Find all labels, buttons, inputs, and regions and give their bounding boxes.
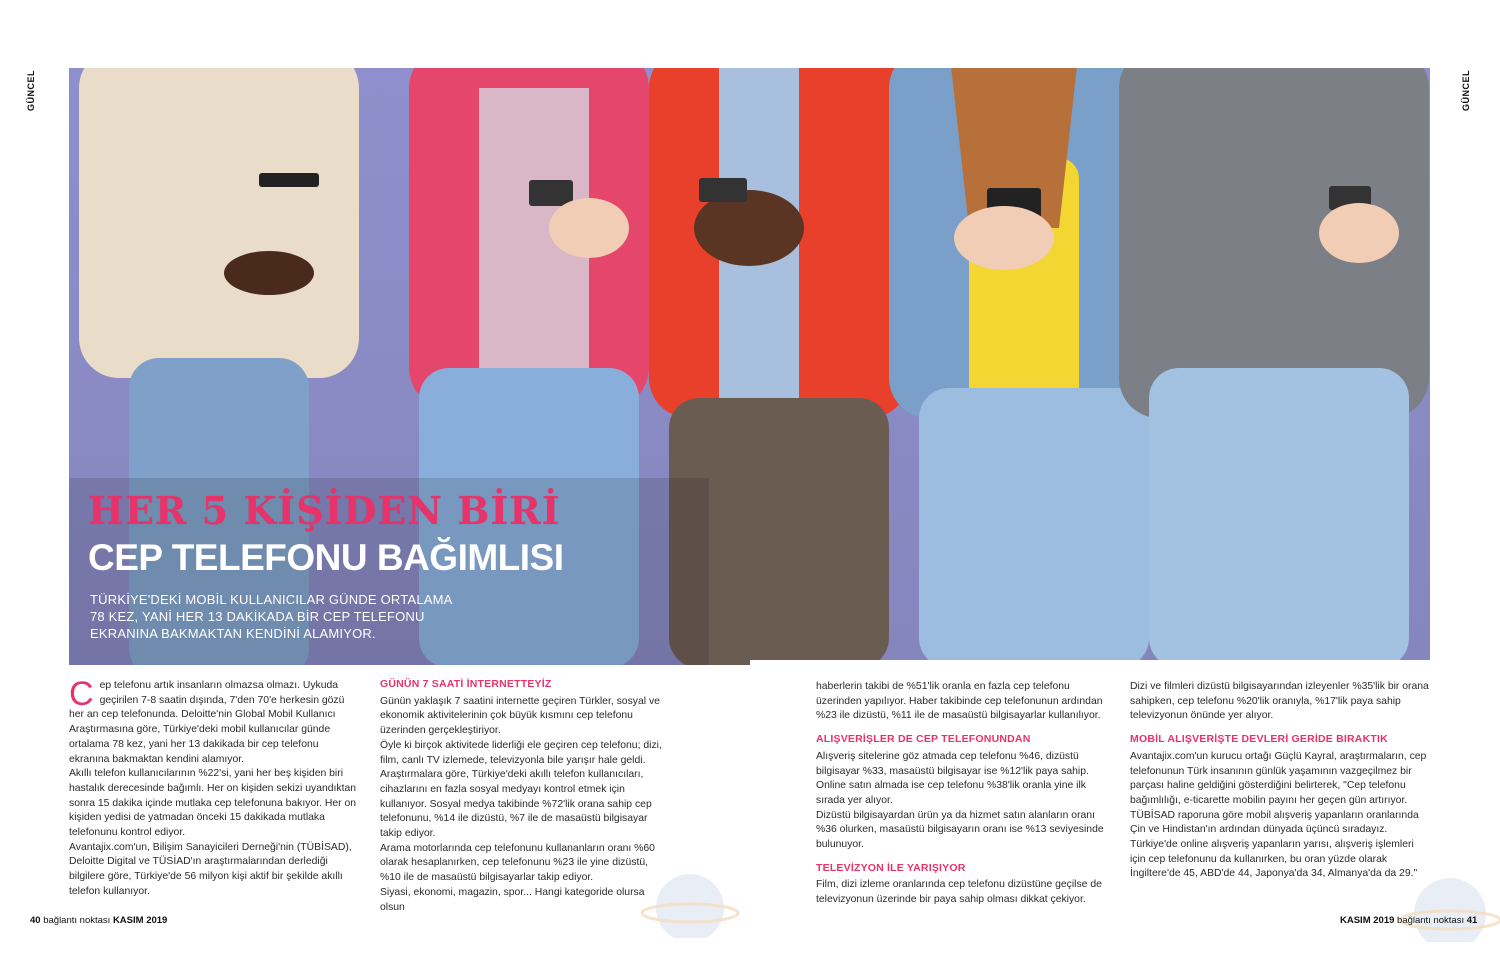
section-heading: GÜNÜN 7 SAATİ İNTERNETTEYİZ	[380, 678, 552, 690]
subheadline: CEP TELEFONU BAĞIMLISI	[88, 537, 564, 578]
footer-left	[30, 915, 167, 926]
section-heading: MOBİL ALIŞVERİŞTE DEVLERİ GERİDE BIRAKTIK	[1130, 733, 1388, 746]
planet-decoration-icon	[1395, 872, 1500, 942]
paragraph: Dizi ve filmleri dizüstü bilgisayarından izleyenler %35'lik bir orana sahipken, cep telefonu %20'lik oranıyla, %17'lik paya sahip televizyonun önünde yer alıyor.	[1130, 681, 1429, 722]
paragraph: ep telefonu artık insanların olmazsa olmazı. Uykuda geçirilen 7-8 saatin dışında, 7'den 70'e herkesin gözü her an cep telefonunda. Deloitte'nin Global Mobil Kullanıcı Araştırmasına göre, Türkiye'deki mobil kullanıcılar günde ortalama 78 kez, yani her 13 dakikada bir cep telefonu ekranına bakmaktan kendini alamıyor.	[69, 680, 345, 765]
photo-notch	[750, 660, 1430, 670]
footer-right	[1340, 915, 1477, 926]
paragraph: Arama motorlarında cep telefonunu kullananların oranı %60 olarak hesaplanırken, cep telefonunu %23 ile yine dizüstü, %10 ile de masaüstü bilgisayarlar takip ediyor.	[380, 842, 655, 884]
paragraph: Akıllı telefon kullanıcılarının %22'si, yani her beş kişiden biri hastalık derecesinde bağımlı. Her on kişiden sekizi uyandıktan sonra 15 dakika içinde mutlaka cep telefonuna bakıyor. Her on kişiden yedisi de yatmadan önceki 15 dakikada mutlaka telefonunu kontrol ediyor.	[69, 768, 357, 839]
page-number: 41	[1466, 915, 1478, 926]
issue-date: KASIM 2019	[112, 915, 168, 926]
paragraph: Film, dizi izleme oranlarında cep telefonu dizüstüne geçilse de televizyonun üzerinde bir paya sahip olması dikkat çekiyor.	[816, 879, 1102, 906]
issue-date: KASIM 2019	[1340, 915, 1395, 926]
magazine-name: bağlantı noktası	[1397, 915, 1465, 926]
drop-cap: C	[69, 675, 94, 713]
article-column-4	[1130, 680, 1430, 882]
paragraph: Alışveriş sitelerine göz atmada cep telefonu %46, dizüstü bilgisayar %33, masaüstü bilgisayar ise %12'lik paya sahip. Online satın almada ise cep telefonu %38'lik oranla yine ilk sırada yer alıyor.	[816, 750, 1089, 806]
planet-decoration-icon	[640, 868, 740, 938]
page-number: 40	[30, 915, 41, 926]
headline: HER 5 KİŞİDEN BİRİ	[88, 488, 561, 533]
section-heading: ALIŞVERİŞLER DE CEP TELEFONUNDAN	[816, 733, 1031, 746]
paragraph: Avantajix.com'un kurucu ortağı Güçlü Kayral, araştırmaların, cep telefonunun Türk insanının günlük yaşamının vazgeçilmez bir parçası haline geldiğini gösterdiğini belirterek, "Cep telefonu bağımlılığı, e-ticarette mobilin payını her geçen gün artırıyor. TÜBİSAD raporuna göre mobil alışveriş yapanların oranlarında Çin ve Hindistan'ın ardından dünyada üçüncü sıradayız. Türkiye'de online alışveriş yapanların yarısı, alışveriş işlemleri için cep telefonunu da kullanırken, bu oran yüzde olarak İngiltere'de 45, ABD'de 44, Japonya'da 34, Almanya'da da 29."	[1130, 750, 1427, 880]
article-column-2	[380, 677, 670, 915]
paragraph: Dizüstü bilgisayardan ürün ya da hizmet satın alanların oranı %36 olurken, masaüstü bilgisayarın oranı ise %13 seviyesinde bulunuyor.	[816, 809, 1104, 851]
paragraph: Siyasi, ekonomi, magazin, spor... Hangi kategoride olursa olsun	[380, 886, 645, 913]
paragraph: Günün yaklaşık 7 saatini internette geçiren Türkler, sosyal ve ekonomik aktivitelerinin çok büyük kısmını cep telefonu üzerinden gerçekleştiriyor.	[380, 695, 660, 737]
article-column-3	[816, 680, 1116, 908]
paragraph: Öyle ki birçok aktivitede liderliği ele geçiren cep telefonu; dizi, film, canlı TV izlemede, televizyonla bile yarışır hale geldi. Araştırmalara göre, Türkiye'deki akıllı telefon kullanıcıları, cihazlarını en fazla sosyal medyayı kontrol etmek için kullanıyor. Sosyal medya takibinde %72'lik orana sahip cep telefonunu, %14 ile dizüstü, %7 ile de masaüstü bilgisayar takip ediyor.	[380, 739, 662, 840]
paragraph: Avantajix.com'un, Bilişim Sanayicileri Derneği'nin (TÜBİSAD), Deloitte Digital ve TÜSİAD'ın araştırmalarından derlediği bilgilere göre, Türkiye'de 56 milyon kişi aktif bir şekilde akıllı telefon kullanıyor.	[69, 841, 352, 897]
article-column-1	[69, 675, 359, 900]
section-heading: TELEVİZYON İLE YARIŞIYOR	[816, 861, 966, 874]
paragraph: haberlerin takibi de %51'lik oranla en fazla cep telefonu üzerinden yapılıyor. Haber takibinde cep telefonunun ardından %23 ile dizüstü, %11 ile de masaüstü bilgisayarlar kullanılıyor.	[816, 681, 1103, 722]
section-label-right: GÜNCEL	[1461, 70, 1471, 111]
deck-text: TÜRKİYE'DEKİ MOBİL KULLANICILAR GÜNDE ORTALAMA 78 KEZ, YANİ HER 13 DAKİKADA BİR CEP TELEFONU EKRANINA BAKMAKTAN KENDİNİ ALAMIYOR.	[90, 592, 452, 641]
section-label-left: GÜNCEL	[26, 70, 36, 111]
magazine-name: bağlantı noktası	[43, 915, 111, 926]
